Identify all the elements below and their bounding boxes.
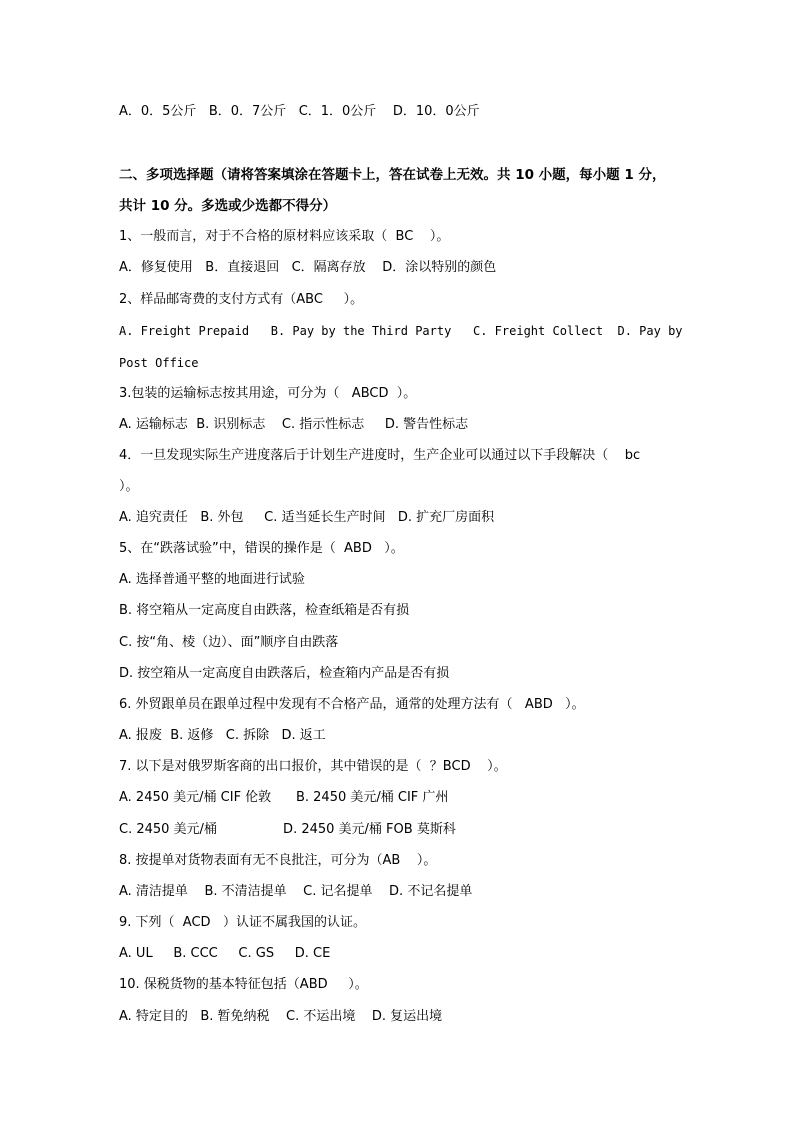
question-4: 4．一旦发现实际生产进度落后于计划生产进度时，生产企业可以通过以下手段解决（ bc xyxy=(119,448,641,463)
question-8: 8. 按提单对货物表面有无不良批注，可分为（AB ）。 xyxy=(119,853,437,868)
question-3: 3.包装的运输标志按其用途，可分为（ ABCD ）。 xyxy=(119,386,417,401)
question-9: 9. 下列（ ACD ）认证不属我国的认证。 xyxy=(119,915,366,930)
question-7: 7. 以下是对俄罗斯客商的出口报价，其中错误的是（ ？BCD ）。 xyxy=(119,759,507,774)
question-7-options-cd: C. 2450 美元/桶 D. 2450 美元/桶 FOB 莫斯科 xyxy=(119,822,456,837)
question-5-option-d: D. 按空箱从一定高度自由跌落后，检查箱内产品是否有损 xyxy=(119,666,450,681)
question-7-options-ab: A. 2450 美元/桶 CIF 伦敦 B. 2450 美元/桶 CIF 广州 xyxy=(119,790,449,805)
question-1-options: A．修复使用 B．直接退回 C．隔离存放 D．涂以特别的颜色 xyxy=(119,260,497,275)
section-heading: 二、多项选择题（请将答案填涂在答题卡上，答在试卷上无效。共 10 小题，每小题 1 分， xyxy=(119,167,666,183)
question-1: 1、一般而言，对于不合格的原材料应该采取（ BC ）。 xyxy=(119,229,450,244)
question-10: 10. 保税货物的基本特征包括（ABD ）。 xyxy=(119,977,368,992)
q-prev-options: A．0．5公斤 B．0．7公斤 C．1．0公斤 D．10．0公斤 xyxy=(119,104,480,119)
question-5-option-a: A. 选择普通平整的地面进行试验 xyxy=(119,572,305,587)
question-4-cont: ）。 xyxy=(119,479,139,494)
question-2-options: A. Freight Prepaid B. Pay by the Third Party C. Freight Collect D. Pay by xyxy=(119,324,683,338)
question-10-options: A. 特定目的 B. 暂免纳税 C. 不运出境 D. 复运出境 xyxy=(119,1009,443,1024)
question-8-options: A. 清洁提单 B. 不清洁提单 C. 记名提单 D. 不记名提单 xyxy=(119,884,473,899)
section-heading-cont: 共计 10 分。多选或少选都不得分） xyxy=(119,198,337,214)
question-6: 6. 外贸跟单员在跟单过程中发现有不合格产品，通常的处理方法有（ ABD ）。 xyxy=(119,697,585,712)
question-3-options: A. 运输标志 B. 识别标志 C. 指示性标志 D. 警告性标志 xyxy=(119,417,469,432)
question-4-options: A. 追究责任 B. 外包 C. 适当延长生产时间 D. 扩充厂房面积 xyxy=(119,510,495,525)
question-5: 5、在“跌落试验”中，错误的操作是（ ABD ）。 xyxy=(119,541,404,556)
question-5-option-c: C. 按“角、棱（边）、面”顺序自由跌落 xyxy=(119,635,339,650)
question-6-options: A. 报废 B. 返修 C. 拆除 D. 返工 xyxy=(119,728,326,743)
question-5-option-b: B. 将空箱从一定高度自由跌落，检查纸箱是否有损 xyxy=(119,603,410,618)
question-9-options: A. UL B. CCC C. GS D. CE xyxy=(119,946,331,961)
question-2: 2、样品邮寄费的支付方式有（ABC ）。 xyxy=(119,292,364,307)
question-2-options-cont: Post Office xyxy=(119,356,199,370)
